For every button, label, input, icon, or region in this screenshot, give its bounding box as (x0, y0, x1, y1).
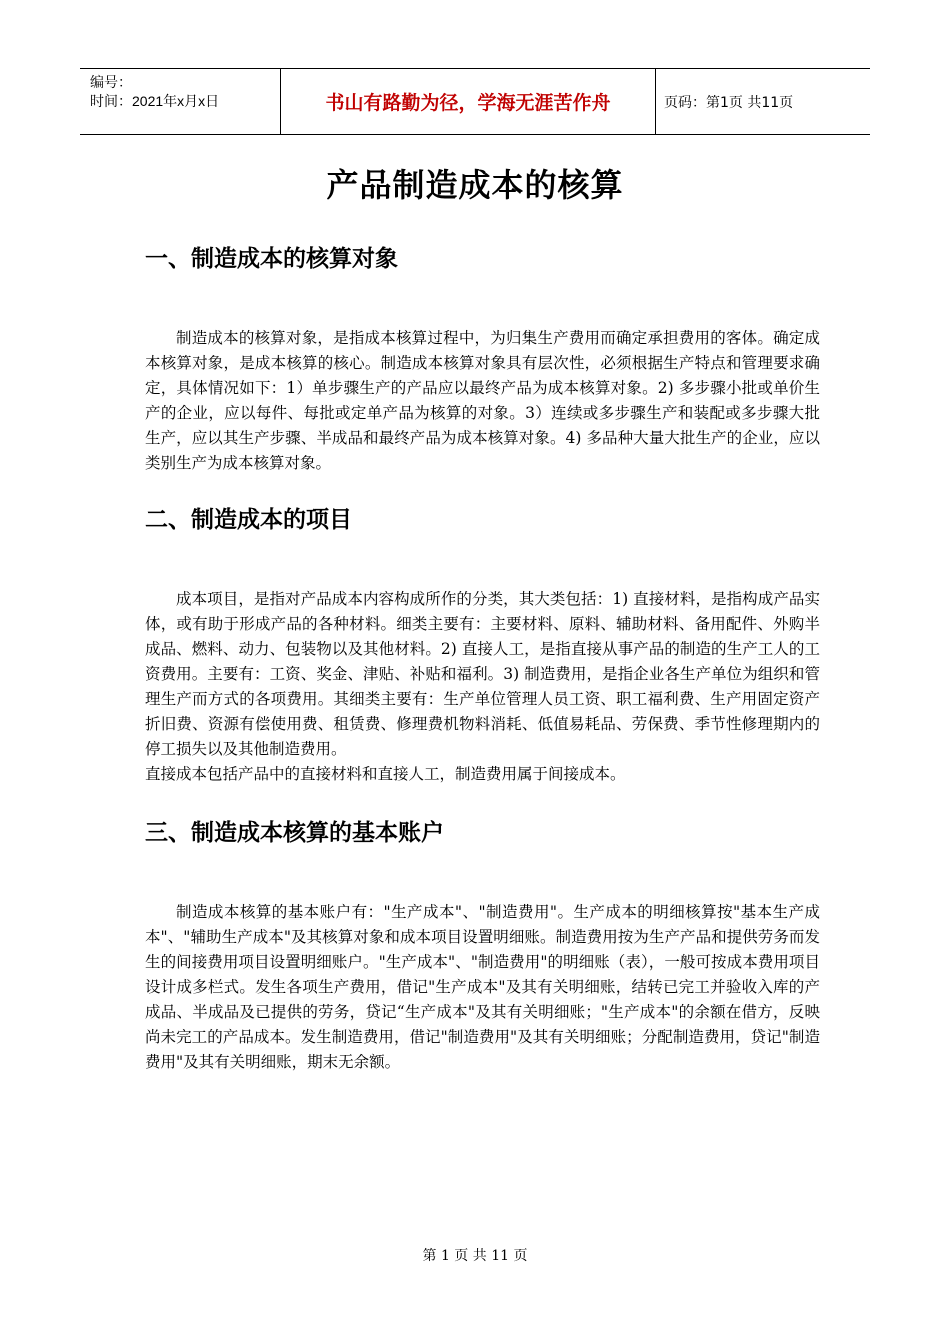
header-meta (80, 69, 281, 134)
section-paragraph: 直接成本包括产品中的直接材料和直接人工，制造费用属于间接成本。 (145, 765, 626, 783)
document-title: 产品制造成本的核算 (326, 166, 624, 204)
section-3 (145, 814, 820, 1075)
page-header (80, 68, 870, 135)
document-date: 时间：2021年x月x日 (90, 93, 220, 109)
section-2 (145, 501, 820, 787)
header-motto: 书山有路勤为径，学海无涯苦作舟 (281, 69, 656, 134)
section-paragraph: 制造成本核算的基本账户有："生产成本"、"制造费用"。生产成本的明细核算按"基本生产成本"、"辅助生产成本"及其核算对象和成本项目设置明细账。制造费用按为生产产品和提供劳务而发生的间接费用项目设置明细账户。"生产成本"、"制造费用"的明细账（表），一般可按成本费用项目设计成多栏式。发生各项生产费用，借记"生产成本"及其有关明细账，结转已完工并验收入库的产成品、半成品及已提供的劳务，贷记“生产成本"及其有关明细账；"生产成本"的余额在借方，反映尚未完工的产品成本。发生制造费用，借记"制造费用"及其有关明细账；分配制造费用，贷记"制造费用"及其有关明细账，期末无余额。 (145, 903, 820, 1071)
section-heading: 二、制造成本的项目 (145, 507, 352, 533)
header-page-info: 页码：第1页 共11页 (664, 94, 794, 111)
section-heading: 一、制造成本的核算对象 (145, 246, 398, 272)
section-paragraph: 成本项目，是指对产品成本内容构成所作的分类，其大类包括：1) 直接材料，是指构成产品实体，或有助于形成产品的各种材料。细类主要有：主要材料、原料、辅助材料、备用配件、外购半成品、燃料、动力、包装物以及其他材料。2) 直接人工，是指直接从事产品的制造的生产工人的工资费用。主要有：工资、奖金、津贴、补贴和福利。3) 制造费用，是指企业各生产单位为组织和管理生产而方式的各项费用。其细类主要有：生产单位管理人员工资、职工福利费、生产用固定资产折旧费、资源有偿使用费、租赁费、修理费机物料消耗、低值易耗品、劳保费、季节性修理期内的停工损失以及其他制造费用。 (145, 590, 820, 758)
section-heading: 三、制造成本核算的基本账户 (145, 820, 444, 846)
section-1 (145, 240, 820, 476)
section-paragraph: 制造成本的核算对象，是指成本核算过程中，为归集生产费用而确定承担费用的客体。确定成本核算对象，是成本核算的核心。制造成本核算对象具有层次性，必须根据生产特点和管理要求确定，具体情况如下：1）单步骤生产的产品应以最终产品为成本核算对象。2) 多步骤小批或单价生产的企业，应以每件、每批或定单产品为核算的对象。3）连续或多步骤生产和装配或多步骤大批生产，应以其生产步骤、半成品和最终产品为成本核算对象。4) 多品种大量大批生产的企业，应以类别生产为成本核算对象。 (145, 329, 820, 472)
page-footer: 第 1 页 共 11 页 (422, 1248, 528, 1264)
document-number-label: 编号： (90, 74, 132, 90)
